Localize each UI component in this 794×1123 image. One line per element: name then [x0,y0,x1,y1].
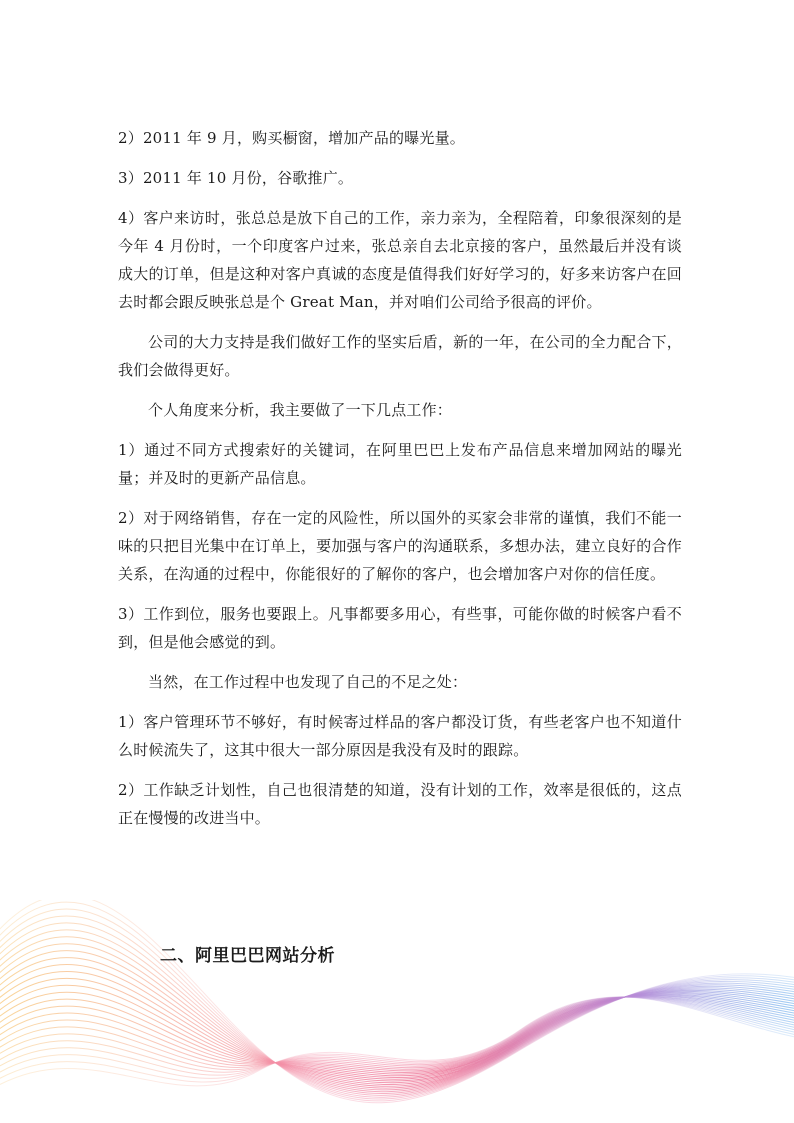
wave-line [0,916,794,1097]
paragraph: 1）客户管理环节不够好，有时候寄过样品的客户都没订货，有些老客户也不知道什么时候流失了，这其中很大一部分原因是我没有及时的跟踪。 [118,713,682,759]
paragraph: 2）2011 年 9 月，购买橱窗，增加产品的曝光量。 [118,129,465,147]
wave-line [0,997,794,1078]
paragraph: 2）对于网络销售，存在一定的风险性，所以国外的买家会非常的谨慎，我们不能一味的只把目光集中在订单上，要加强与客户的沟通联系，多想办法，建立良好的合作关系，在沟通的过程中，你能很好的了解你的客户，也会增加客户对你的信任度。 [118,509,682,583]
section-heading: 二、阿里巴巴网站分析 [160,946,335,966]
wave-ribbon-decoration [0,900,794,1123]
wave-line [0,992,794,1077]
wave-line [0,996,794,1071]
paragraph: 个人角度来分析，我主要做了一下几点工作： [148,401,453,419]
paragraph: 3）工作到位，服务也要跟上。凡事都要多用心，有些事，可能你做的时候客户看不到，但是他会感觉的到。 [118,605,682,651]
paragraph: 4）客户来访时，张总总是放下自己的工作，亲力亲为，全程陪着，印象很深刻的是今年 4 月份时，一个印度客户过来，张总亲自去北京接的客户，虽然最后并没有谈成大的订单，但是这种对客户真诚的态度是值得我们好好学习的，好多来访客户在回去时都会跟反映张总是个 Great Man，并对咱们公司给予很高的评价。 [118,209,682,311]
paragraph: 2）工作缺乏计划性，自己也很清楚的知道，没有计划的工作，效率是很低的，这点正在慢慢的改进当中。 [118,781,682,827]
body-text [118,124,682,844]
paragraph: 当然，在工作过程中也发现了自己的不足之处： [148,673,468,691]
paragraph: 3）2011 年 10 月份，谷歌推广。 [118,169,354,187]
wave-line [0,923,794,1095]
paragraph: 公司的大力支持是我们做好工作的坚实后盾，新的一年，在公司的全力配合下，我们会做得更好。 [118,333,682,379]
paragraph: 1）通过不同方式搜索好的关键词，在阿里巴巴上发布产品信息来增加网站的曝光量；并及时的更新产品信息。 [118,441,682,487]
